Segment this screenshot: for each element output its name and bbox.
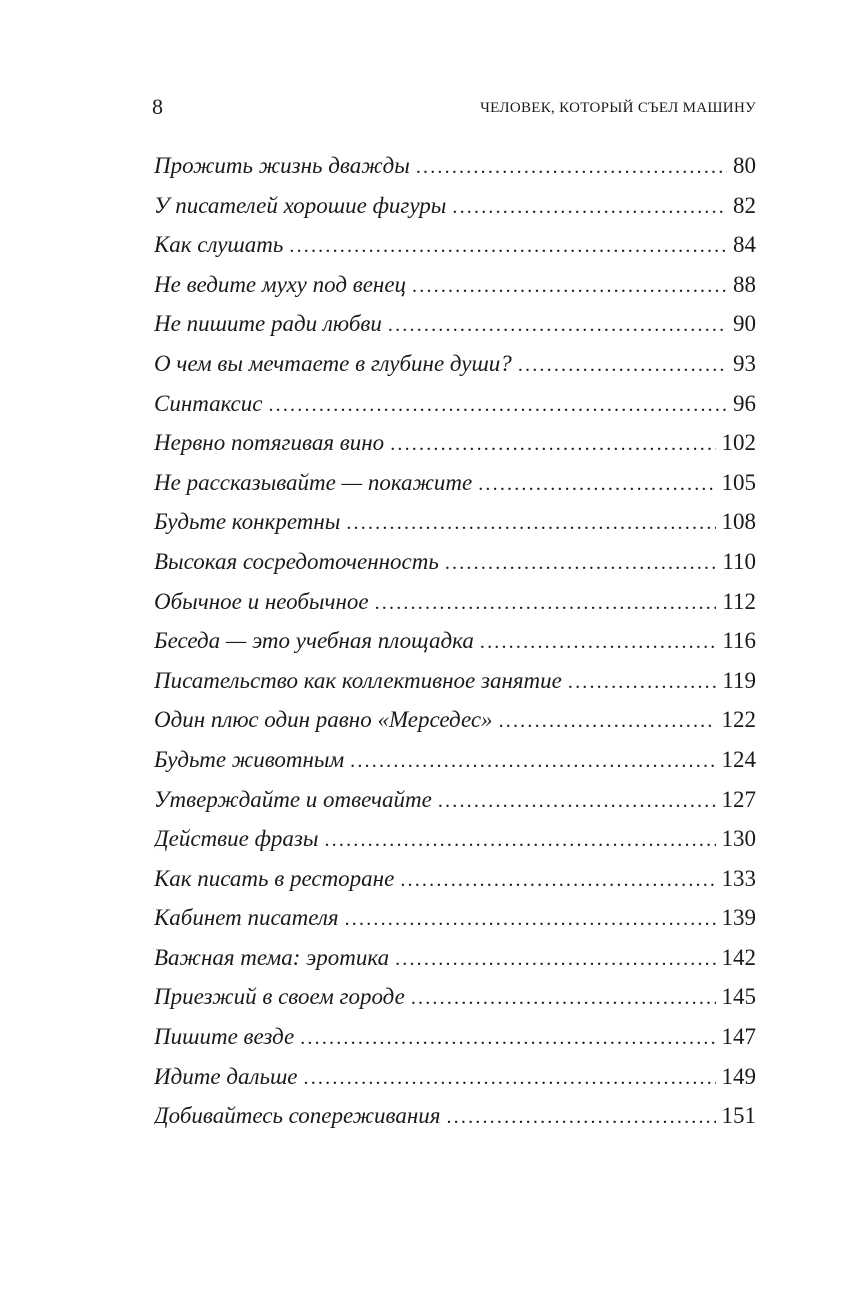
toc-entry-title: Не рассказывайте — покажите	[154, 469, 473, 495]
toc-entry-page: 88	[733, 271, 756, 297]
dot-leader	[390, 425, 715, 463]
toc-entry-page: 151	[721, 1103, 756, 1129]
toc-entry-page: 90	[733, 311, 756, 337]
toc-entry[interactable]	[154, 542, 756, 582]
toc-entry[interactable]	[154, 423, 756, 463]
dot-leader	[416, 148, 727, 186]
dot-leader	[400, 861, 715, 899]
dot-leader	[324, 821, 715, 859]
dot-leader	[345, 900, 716, 938]
toc-entry-page: 80	[733, 153, 756, 178]
toc-entry[interactable]	[154, 265, 756, 305]
toc-entry-page: 96	[733, 390, 756, 416]
toc-entry-title: Прожить жизнь дважды	[154, 153, 410, 178]
running-title: ЧЕЛОВЕК, КОТОРЫЙ СЪЕЛ МАШИНУ	[480, 100, 756, 116]
toc-entry[interactable]	[154, 977, 756, 1017]
toc-entry-page: 116	[722, 628, 756, 654]
toc-entry[interactable]	[154, 463, 756, 503]
toc-entry[interactable]	[154, 938, 756, 978]
toc-entry-title: Добивайтесь сопереживания	[154, 1103, 441, 1129]
toc-entry[interactable]	[154, 146, 756, 186]
toc-entry[interactable]	[154, 1096, 756, 1136]
toc-entry-title: Будьте конкретны	[154, 509, 341, 535]
dot-leader	[445, 544, 717, 582]
toc-entry[interactable]	[154, 502, 756, 542]
dot-leader	[411, 979, 716, 1017]
dot-leader	[300, 1019, 715, 1057]
dot-leader	[375, 584, 717, 622]
toc-entry-title: Синтаксис	[154, 390, 263, 416]
dot-leader	[480, 623, 716, 661]
toc-entry-page: 108	[721, 509, 756, 535]
dot-leader	[412, 267, 727, 305]
toc-entry[interactable]	[154, 898, 756, 938]
dot-leader	[395, 940, 715, 978]
toc-entry[interactable]	[154, 344, 756, 384]
toc-entry-page: 130	[721, 826, 756, 852]
toc-entry-page: 133	[721, 865, 756, 891]
dot-leader	[438, 782, 716, 820]
dot-leader	[568, 663, 716, 701]
toc-entry-title: Не ведите муху под венец	[154, 271, 407, 297]
toc-entry-title: Как писать в ресторане	[154, 865, 395, 891]
toc-entry-title: Не пишите ради любви	[154, 311, 382, 337]
dot-leader	[289, 227, 727, 265]
dot-leader	[499, 702, 716, 740]
toc-entry-page: 139	[721, 905, 756, 931]
toc-entry-title: Утверждайте и отвечайте	[154, 786, 432, 812]
toc-entry[interactable]	[154, 384, 756, 424]
toc-entry-title: Нервно потягивая вино	[154, 430, 385, 456]
toc-entry-title: О чем вы мечтаете в глубине души?	[154, 350, 512, 376]
toc-entry-title: Один плюс один равно «Мерседес»	[154, 707, 493, 733]
toc-entry-title: Идите дальше	[154, 1063, 298, 1089]
toc-entry-title: Пишите везде	[154, 1024, 295, 1050]
toc-entry-page: 119	[722, 667, 756, 693]
toc-entry-title: Важная тема: эротика	[154, 944, 390, 970]
toc-entry-page: 145	[721, 984, 756, 1010]
toc-entry-title: Писательство как коллективное занятие	[154, 667, 562, 693]
toc-entry-page: 112	[722, 588, 756, 614]
toc-entry[interactable]	[154, 819, 756, 859]
toc-entry[interactable]	[154, 780, 756, 820]
toc-entry[interactable]	[154, 661, 756, 701]
toc-entry[interactable]	[154, 700, 756, 740]
toc-entry-title: Высокая сосредоточенность	[154, 548, 439, 574]
toc-entry-title: У писателей хорошие фигуры	[154, 192, 447, 218]
toc-entry[interactable]	[154, 621, 756, 661]
toc-entry[interactable]	[154, 186, 756, 226]
toc-entry-page: 110	[722, 548, 756, 574]
dot-leader	[446, 1098, 715, 1136]
toc-entry-title: Будьте животным	[154, 746, 345, 772]
dot-leader	[478, 465, 715, 503]
toc-entry-page: 122	[721, 707, 756, 733]
table-of-contents	[154, 146, 756, 1136]
toc-entry-page: 142	[721, 944, 756, 970]
dot-leader	[518, 346, 727, 384]
page-number: 8	[152, 94, 163, 119]
toc-entry-page: 149	[721, 1063, 756, 1089]
dot-leader	[268, 386, 727, 424]
dot-leader	[388, 306, 727, 344]
toc-entry-page: 147	[721, 1024, 756, 1050]
toc-entry-title: Кабинет писателя	[154, 905, 339, 931]
toc-entry[interactable]	[154, 859, 756, 899]
toc-entry-title: Как слушать	[154, 232, 284, 258]
toc-entry[interactable]	[154, 225, 756, 265]
toc-entry-title: Обычное и необычное	[154, 588, 369, 614]
toc-entry-page: 127	[721, 786, 756, 812]
toc-entry-page: 82	[733, 192, 756, 218]
dot-leader	[304, 1059, 716, 1097]
toc-entry[interactable]	[154, 582, 756, 622]
toc-entry-page: 84	[733, 232, 756, 258]
dot-leader	[346, 504, 715, 542]
toc-entry-page: 93	[733, 350, 756, 376]
toc-entry-page: 102	[721, 430, 756, 456]
toc-entry-title: Действие фразы	[154, 826, 319, 852]
toc-entry-page: 105	[721, 469, 756, 495]
toc-entry-title: Беседа — это учебная площадка	[154, 628, 474, 654]
toc-entry-title: Приезжий в своем городе	[154, 984, 405, 1010]
toc-entry[interactable]	[154, 740, 756, 780]
toc-entry-page: 124	[721, 746, 756, 772]
dot-leader	[350, 742, 715, 780]
dot-leader	[452, 188, 727, 226]
toc-entry[interactable]	[154, 1017, 756, 1057]
toc-entry[interactable]	[154, 1057, 756, 1097]
toc-entry[interactable]	[154, 304, 756, 344]
